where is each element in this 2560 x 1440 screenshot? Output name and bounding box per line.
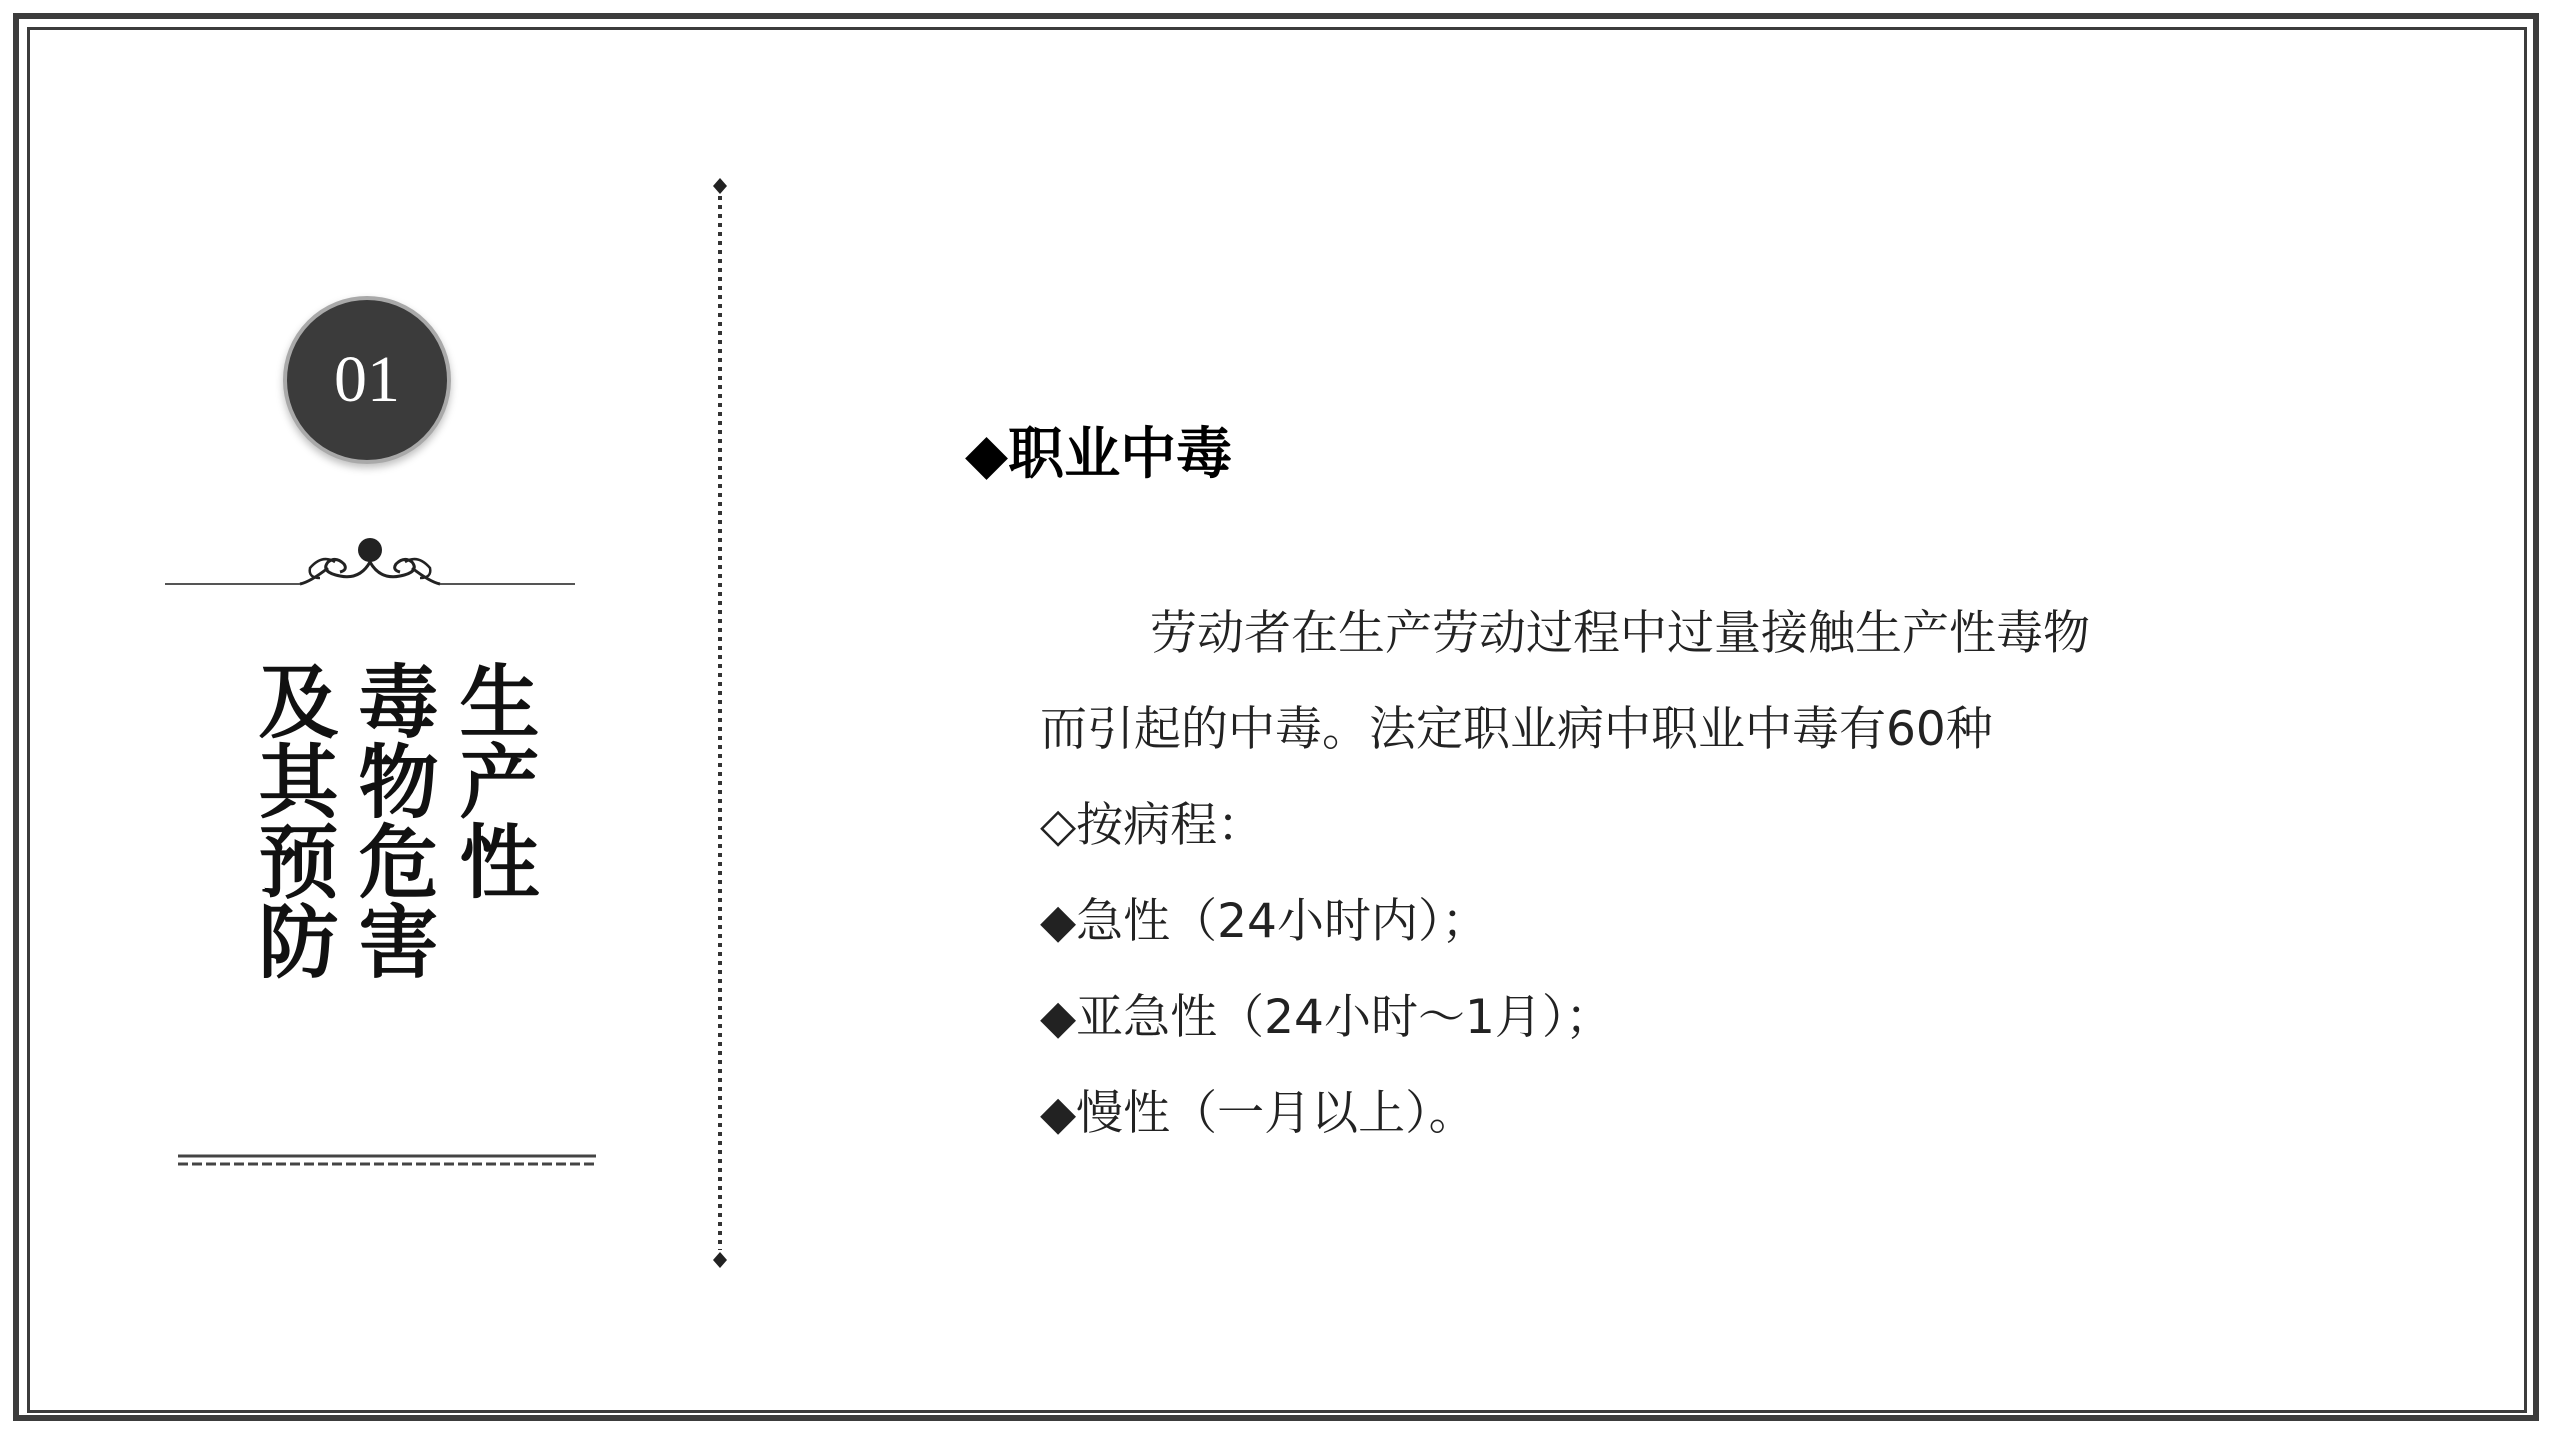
section-number: 01 <box>334 343 400 416</box>
flourish-ornament <box>160 532 580 592</box>
body-content <box>1040 598 2240 1174</box>
title-column-2: 毒物危害 <box>345 660 439 980</box>
list-item-acute: ◆急性（24小时内）； <box>1040 894 1489 949</box>
heading-occupational-poisoning: ◆职业中毒 <box>965 422 1233 487</box>
paragraph-line-1: 劳动者在生产劳动过程中过量接触生产性毒物 <box>1150 606 2090 661</box>
title-column-3: 及其预防 <box>245 660 339 980</box>
paragraph-line-2: 而引起的中毒。法定职业病中职业中毒有60种 <box>1040 702 1993 757</box>
section-number-badge <box>283 296 451 464</box>
vertical-dotted-divider <box>700 178 740 1268</box>
list-item-chronic: ◆慢性（一月以上）。 <box>1040 1086 1476 1141</box>
list-item-subacute: ◆亚急性（24小时～1月）； <box>1040 990 1613 1045</box>
category-heading: ◇按病程： <box>1040 798 1265 853</box>
double-rule-divider <box>178 1153 596 1167</box>
title-column-1: 生产性 <box>446 660 540 900</box>
section-title-vertical <box>230 660 540 1020</box>
